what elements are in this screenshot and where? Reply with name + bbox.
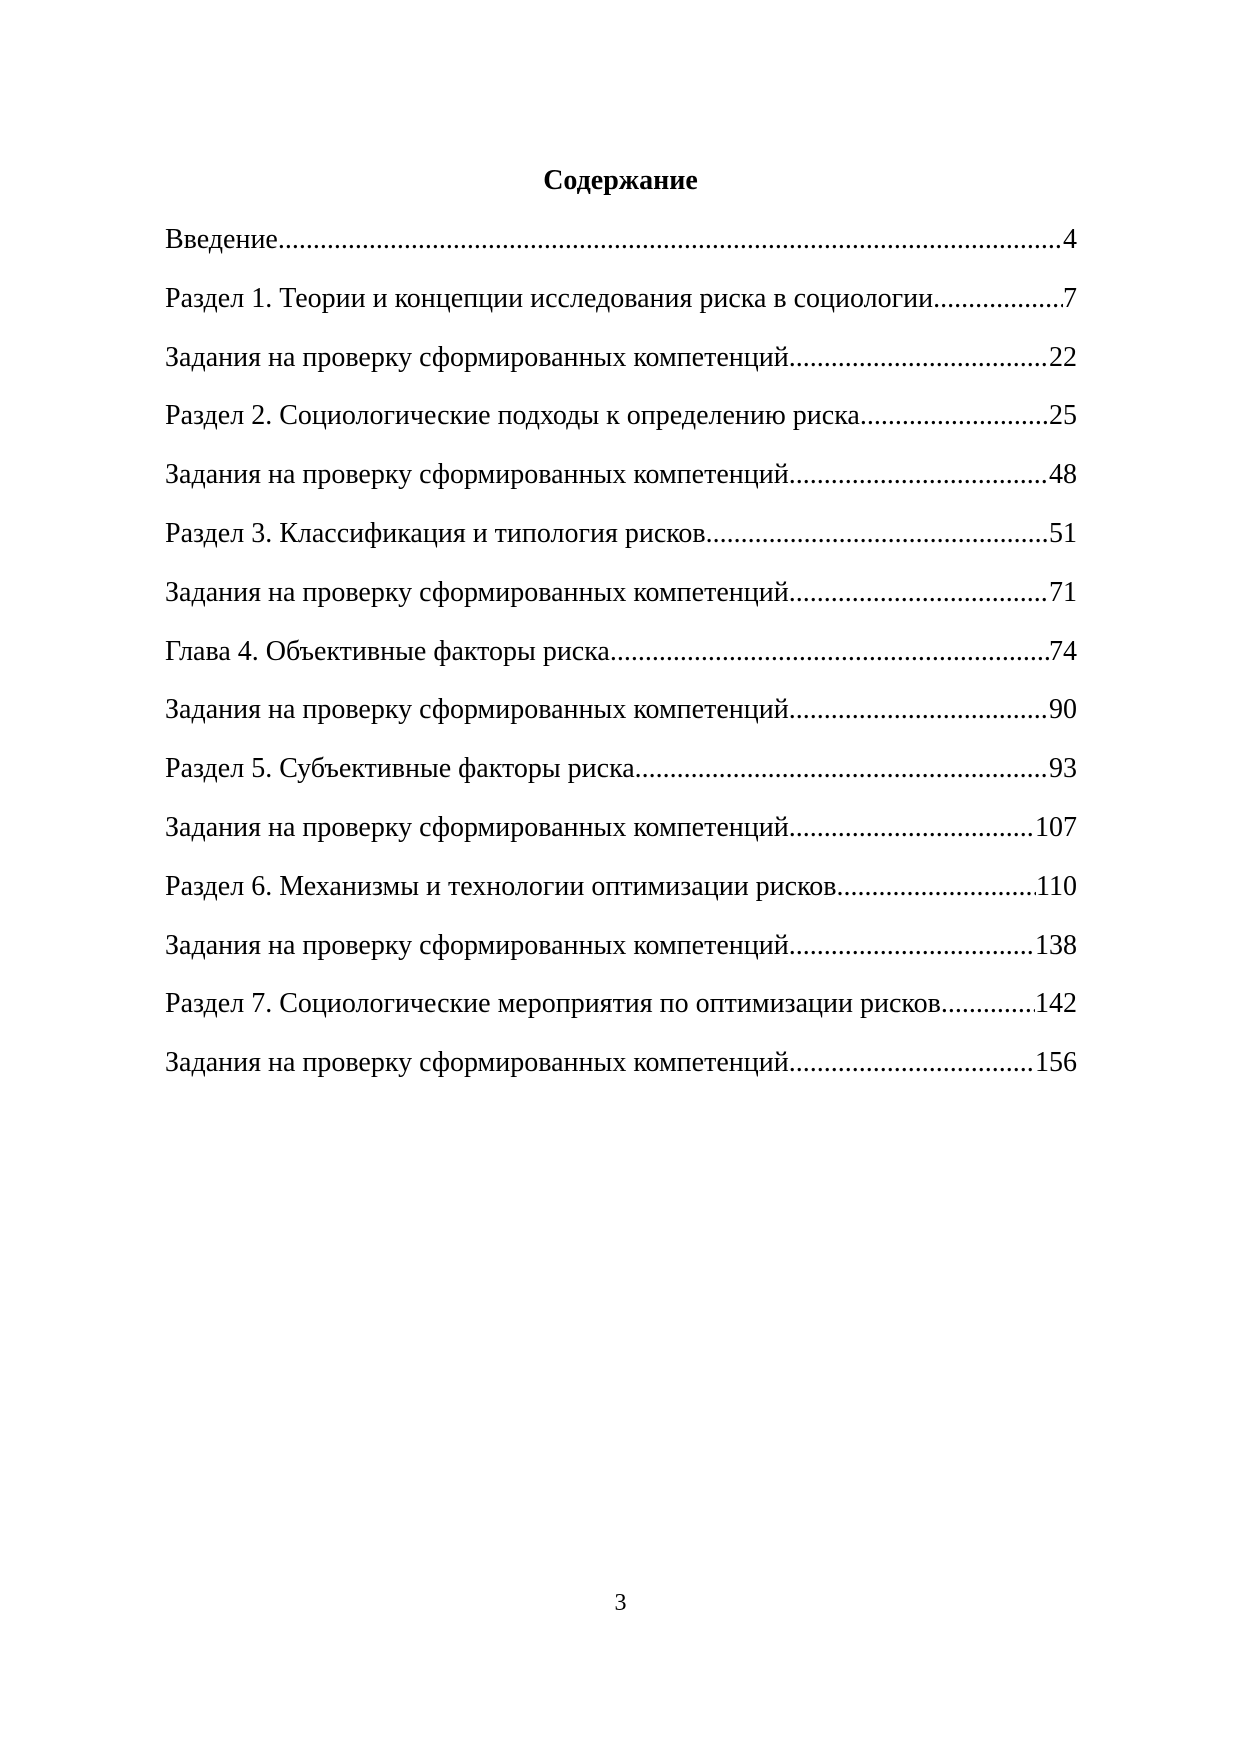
toc-entry-text: Задания на проверку сформированных компетенций [165, 459, 789, 491]
toc-title: Содержание [543, 165, 698, 196]
toc-entry-page: 51 [1049, 517, 1077, 549]
toc-dot-leader [610, 634, 1049, 670]
toc-entry-page: 22 [1049, 341, 1077, 373]
page-number: 3 [614, 1590, 627, 1616]
toc-entry-text: Задания на проверку сформированных компетенций [165, 576, 789, 608]
toc-entry-tasks-7[interactable] [165, 1045, 1077, 1104]
toc-entry-page: 142 [1035, 988, 1077, 1020]
toc-entry-tasks-3[interactable] [165, 575, 1077, 634]
toc-dot-leader [789, 457, 1049, 493]
toc-entry-text: Раздел 6. Механизмы и технологии оптимизации рисков [165, 870, 837, 902]
toc-entry-text: Глава 4. Объективные факторы риска [165, 635, 610, 667]
toc-entry-section-5[interactable] [165, 751, 1077, 810]
toc-entry-tasks-1[interactable] [165, 340, 1077, 399]
toc-entry-page: 90 [1049, 694, 1077, 726]
toc-dot-leader [860, 398, 1049, 434]
toc-entry-introduction[interactable] [165, 222, 1077, 281]
toc-entry-text: Задания на проверку сформированных компетенций [165, 1047, 789, 1079]
toc-entry-section-1[interactable] [165, 281, 1077, 340]
toc-entry-text: Задания на проверку сформированных компетенций [165, 694, 789, 726]
toc-entry-text: Задания на проверку сформированных компетенций [165, 811, 789, 843]
toc-entry-tasks-4[interactable] [165, 692, 1077, 751]
toc-dot-leader [635, 751, 1049, 787]
toc-entry-text: Задания на проверку сформированных компетенций [165, 929, 789, 961]
toc-entry-text: Задания на проверку сформированных компетенций [165, 341, 789, 373]
toc-entry-text: Введение [165, 224, 278, 255]
toc-entry-text: Раздел 2. Социологические подходы к определению риска [165, 400, 860, 432]
toc-dot-leader [789, 928, 1035, 964]
toc-dot-leader [278, 222, 1063, 258]
toc-dot-leader [706, 516, 1049, 552]
toc-entry-page: 25 [1049, 400, 1077, 432]
toc-entry-section-2[interactable] [165, 398, 1077, 457]
toc-entry-page: 156 [1035, 1047, 1077, 1079]
toc-entry-text: Раздел 1. Теории и концепции исследования риска в социологии [165, 282, 934, 314]
toc-entry-page: 48 [1049, 459, 1077, 491]
toc-dot-leader [837, 869, 1037, 905]
toc-dot-leader [789, 692, 1049, 728]
toc-entry-page: 93 [1049, 753, 1077, 785]
toc-list [165, 222, 1077, 1104]
toc-entry-page: 4 [1063, 224, 1077, 255]
toc-entry-page: 7 [1063, 282, 1077, 314]
toc-entry-page: 110 [1036, 870, 1077, 902]
toc-entry-tasks-2[interactable] [165, 457, 1077, 516]
toc-dot-leader [789, 575, 1049, 611]
toc-dot-leader [933, 281, 1063, 317]
toc-entry-page: 74 [1049, 635, 1077, 667]
toc-entry-text: Раздел 3. Классификация и типология рисков [165, 517, 706, 549]
toc-entry-section-3[interactable] [165, 516, 1077, 575]
toc-entry-page: 107 [1035, 811, 1077, 843]
toc-dot-leader [789, 1045, 1035, 1081]
toc-entry-section-7[interactable] [165, 986, 1077, 1045]
toc-dot-leader [789, 810, 1035, 846]
toc-entry-text: Раздел 7. Социологические мероприятия по оптимизации рисков [165, 988, 941, 1020]
toc-entry-page: 138 [1035, 929, 1077, 961]
toc-dot-leader [941, 986, 1035, 1022]
toc-entry-tasks-5[interactable] [165, 810, 1077, 869]
toc-entry-page: 71 [1049, 576, 1077, 608]
toc-dot-leader [789, 340, 1049, 376]
toc-entry-text: Раздел 5. Субъективные факторы риска [165, 753, 635, 785]
toc-entry-tasks-6[interactable] [165, 928, 1077, 987]
toc-entry-chapter-4[interactable] [165, 634, 1077, 693]
toc-entry-section-6[interactable] [165, 869, 1077, 928]
